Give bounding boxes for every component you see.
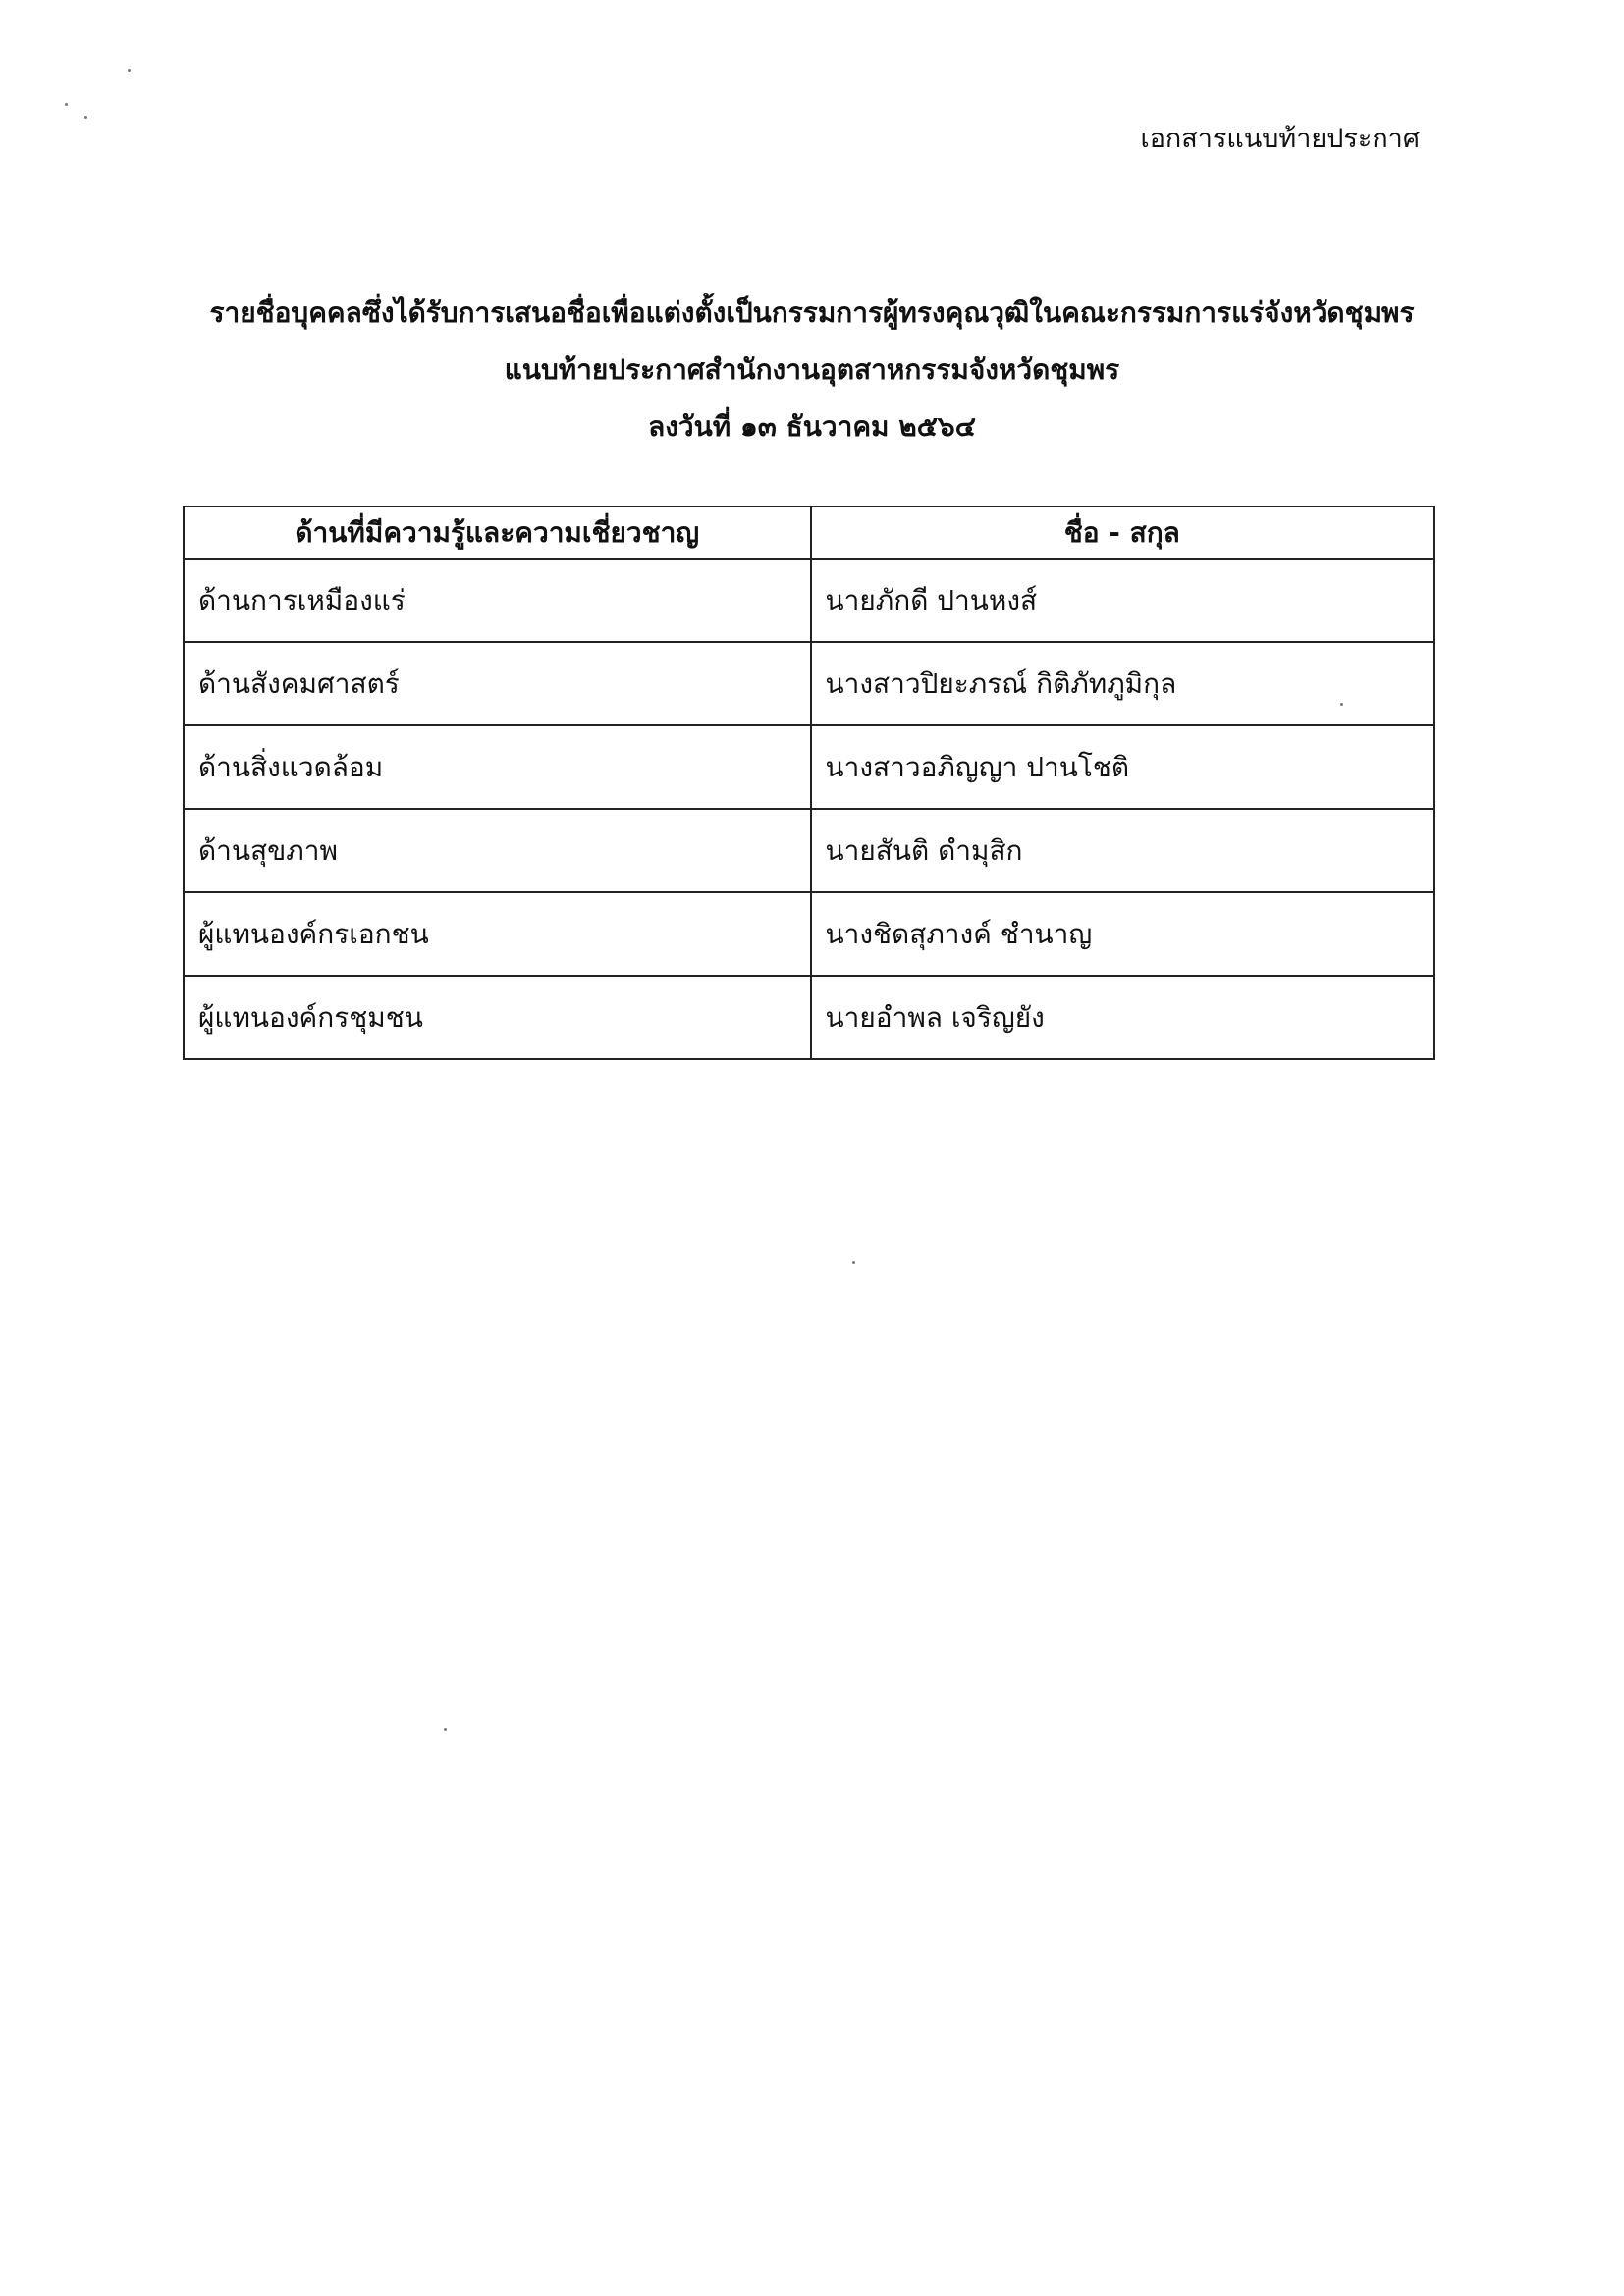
- title-line-3-date: ลงวันที่ ๑๓ ธันวาคม ๒๕๖๔: [648, 410, 976, 443]
- table-row: [184, 642, 1434, 725]
- table-row: [184, 809, 1434, 892]
- row-name: นายสันติ ดำมุสิก: [811, 809, 1434, 892]
- title-line-2: แนบท้ายประกาศสำนักงานอุตสาหกรรมจังหวัดชุมพร: [504, 353, 1120, 386]
- scan-speck: [84, 116, 87, 119]
- row-field: ด้านสิ่งแวดล้อม: [184, 725, 811, 809]
- row-name: นายภักดี ปานหงส์: [811, 559, 1434, 642]
- header-field: ด้านที่มีความรู้และความเชี่ยวชาญ: [184, 507, 811, 559]
- document-title: [0, 285, 1624, 455]
- row-name: นางสาวปิยะภรณ์ กิติภัทภูมิกุล: [811, 642, 1434, 725]
- row-name: นายอำพล เจริญยัง: [811, 976, 1434, 1059]
- title-line-1: รายชื่อบุคคลซึ่งได้รับการเสนอชื่อเพื่อแต่งตั้งเป็นกรรมการผู้ทรงคุณวุฒิในคณะกรรมการแร่จังหวัดชุมพร: [209, 296, 1415, 329]
- experts-table: [183, 506, 1435, 1060]
- scan-speck: [65, 103, 68, 106]
- scan-speck: [1340, 703, 1343, 706]
- row-field: ผู้แทนองค์กรเอกชน: [184, 892, 811, 976]
- row-field: ด้านสังคมศาสตร์: [184, 642, 811, 725]
- scan-speck: [852, 1261, 855, 1264]
- scan-speck: [128, 69, 131, 72]
- table-header-row: [184, 507, 1434, 559]
- scan-speck: [444, 1728, 447, 1731]
- attachment-label: เอกสารแนบท้ายประกาศ: [1140, 124, 1420, 154]
- header-name: ชื่อ - สกุล: [811, 507, 1434, 559]
- row-field: ด้านการเหมืองแร่: [184, 559, 811, 642]
- table-row: [184, 892, 1434, 976]
- row-name: นางสาวอภิญญา ปานโชติ: [811, 725, 1434, 809]
- table-row: [184, 559, 1434, 642]
- table-row: [184, 725, 1434, 809]
- row-name: นางชิดสุภางค์ ชำนาญ: [811, 892, 1434, 976]
- row-field: ด้านสุขภาพ: [184, 809, 811, 892]
- table-row: [184, 976, 1434, 1059]
- row-field: ผู้แทนองค์กรชุมชน: [184, 976, 811, 1059]
